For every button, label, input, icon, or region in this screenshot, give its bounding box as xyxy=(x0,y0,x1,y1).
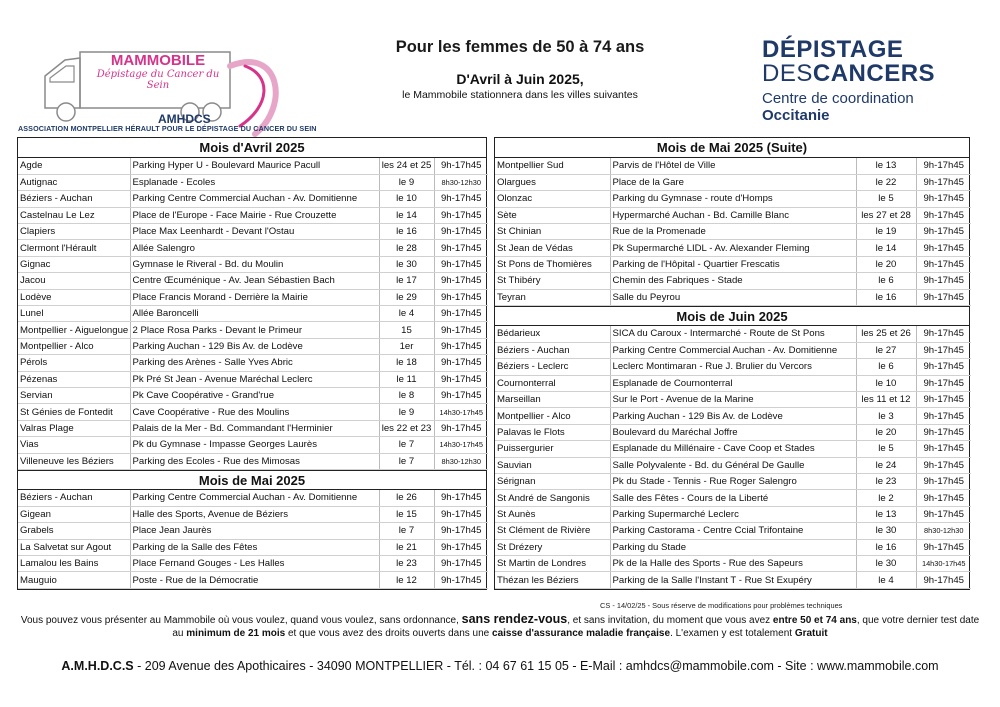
para-bold-1: sans rendez-vous xyxy=(461,612,568,626)
page-subtitle-2: le Mammobile stationnera dans les villes suivantes xyxy=(402,89,638,101)
hours-cell: 9h-17h45 xyxy=(916,158,971,174)
date-cell: le 8 xyxy=(379,387,434,403)
date-cell: le 10 xyxy=(856,375,916,391)
location-cell: Salle des Fêtes - Cours de la Liberté xyxy=(610,490,856,506)
table-row xyxy=(18,158,488,174)
city-cell: Palavas le Flots xyxy=(495,424,610,440)
location-cell: Parking Centre Commercial Auchan - Av. Domitienne xyxy=(130,490,379,506)
city-cell: Béziers - Auchan xyxy=(18,490,130,506)
city-cell: Autignac xyxy=(18,174,130,190)
hours-cell: 9h-17h45 xyxy=(916,392,971,408)
location-cell: Parking Centre Commercial Auchan - Av. Domitienne xyxy=(130,191,379,207)
hours-cell: 14h30-17h45 xyxy=(434,437,488,453)
hours-cell: 9h-17h45 xyxy=(916,424,971,440)
hours-cell: 9h-17h45 xyxy=(916,326,971,342)
hours-cell: 9h-17h45 xyxy=(434,256,488,272)
para-bold-4: caisse d'assurance maladie française xyxy=(492,628,671,639)
location-cell: Centre Œcuménique - Av. Jean Sébastien Bach xyxy=(130,273,379,289)
city-cell: Bédarieux xyxy=(495,326,610,342)
hours-cell: 9h-17h45 xyxy=(434,555,488,571)
hours-cell: 8h30-12h30 xyxy=(434,453,488,469)
hours-cell: 9h-17h45 xyxy=(434,539,488,555)
location-cell: Place de l'Europe - Face Mairie - Rue Crouzette xyxy=(130,207,379,223)
location-cell: Pk du Gymnase - Impasse Georges Laurès xyxy=(130,437,379,453)
city-cell: St Drézery xyxy=(495,539,610,555)
table-row xyxy=(495,207,971,223)
city-cell: Pézenas xyxy=(18,371,130,387)
table-row xyxy=(495,572,971,588)
city-cell: Servian xyxy=(18,387,130,403)
city-cell: Jacou xyxy=(18,273,130,289)
hours-cell: 14h30-17h45 xyxy=(916,555,971,571)
hours-cell: 9h-17h45 xyxy=(916,207,971,223)
date-cell: le 7 xyxy=(379,453,434,469)
hours-cell: 9h-17h45 xyxy=(916,506,971,522)
date-cell: le 13 xyxy=(856,158,916,174)
table-row xyxy=(495,457,971,473)
date-cell: le 19 xyxy=(856,224,916,240)
logo-line-2b: CANCERS xyxy=(812,60,936,87)
date-cell: 15 xyxy=(379,322,434,338)
city-cell: Lunel xyxy=(18,306,130,322)
location-cell: Esplanade - Ecoles xyxy=(130,174,379,190)
table-row xyxy=(495,224,971,240)
hours-cell: 9h-17h45 xyxy=(434,506,488,522)
table-row xyxy=(18,355,488,371)
date-cell: le 23 xyxy=(379,555,434,571)
table-row xyxy=(18,523,488,539)
hours-cell: 9h-17h45 xyxy=(434,207,488,223)
date-cell: le 20 xyxy=(856,424,916,440)
section-title-juin: Mois de Juin 2025 xyxy=(495,306,969,326)
location-cell: Parvis de l'Hôtel de Ville xyxy=(610,158,856,174)
city-cell: La Salvetat sur Agout xyxy=(18,539,130,555)
location-cell: Parking Centre Commercial Auchan - Av. Domitienne xyxy=(610,342,856,358)
city-cell: Cournonterral xyxy=(495,375,610,391)
city-cell: Clapiers xyxy=(18,224,130,240)
table-row xyxy=(18,490,488,506)
table-row xyxy=(18,338,488,354)
date-cell: le 30 xyxy=(856,523,916,539)
location-cell: Palais de la Mer - Bd. Commandant l'Herminier xyxy=(130,420,379,436)
table-row xyxy=(18,506,488,522)
table-row xyxy=(18,322,488,338)
page-title: Pour les femmes de 50 à 74 ans xyxy=(395,38,645,56)
city-cell: Villeneuve les Béziers xyxy=(18,453,130,469)
location-cell: Allée Baroncelli xyxy=(130,306,379,322)
hours-cell: 9h-17h45 xyxy=(434,289,488,305)
date-cell: les 24 et 25 xyxy=(379,158,434,174)
location-cell: Allée Salengro xyxy=(130,240,379,256)
date-cell: le 27 xyxy=(856,342,916,358)
table-row xyxy=(495,392,971,408)
date-cell: le 6 xyxy=(856,273,916,289)
table-row xyxy=(495,523,971,539)
table-row xyxy=(18,191,488,207)
location-cell: Place Jean Jaurès xyxy=(130,523,379,539)
logo-subtitle: Dépistage du Cancer du Sein xyxy=(96,69,220,91)
location-cell: Parking des Ecoles - Rue des Mimosas xyxy=(130,453,379,469)
date-cell: le 18 xyxy=(379,355,434,371)
location-cell: Boulevard du Maréchal Joffre xyxy=(610,424,856,440)
hours-cell: 9h-17h45 xyxy=(434,322,488,338)
location-cell: Chemin des Fabriques - Stade xyxy=(610,273,856,289)
date-cell: le 28 xyxy=(379,240,434,256)
city-cell: Grabels xyxy=(18,523,130,539)
table-row xyxy=(18,420,488,436)
location-cell: Rue de la Promenade xyxy=(610,224,856,240)
hours-cell: 9h-17h45 xyxy=(434,523,488,539)
hours-cell: 9h-17h45 xyxy=(916,174,971,190)
hours-cell: 9h-17h45 xyxy=(916,342,971,358)
city-cell: St Pons de Thomières xyxy=(495,256,610,272)
footer-org: A.M.H.D.C.S xyxy=(61,659,134,673)
header-center xyxy=(350,38,690,101)
table-row xyxy=(495,342,971,358)
city-cell: Clermont l'Hérault xyxy=(18,240,130,256)
date-cell: le 7 xyxy=(379,437,434,453)
location-cell: Place Francis Morand - Derrière la Mairie xyxy=(130,289,379,305)
date-cell: les 11 et 12 xyxy=(856,392,916,408)
table-row xyxy=(18,273,488,289)
table-row xyxy=(495,539,971,555)
table-row xyxy=(18,224,488,240)
date-cell: le 16 xyxy=(856,539,916,555)
table-row xyxy=(495,174,971,190)
schedule-table-left xyxy=(17,137,487,590)
hours-cell: 9h-17h45 xyxy=(434,158,488,174)
hours-cell: 9h-17h45 xyxy=(916,539,971,555)
location-cell: Parking de la Salle l'Instant T - Rue St Exupéry xyxy=(610,572,856,588)
location-cell: Place Max Leenhardt - Devant l'Ostau xyxy=(130,224,379,240)
date-cell: le 11 xyxy=(379,371,434,387)
date-cell: le 10 xyxy=(379,191,434,207)
hours-cell: 9h-17h45 xyxy=(916,474,971,490)
table-row xyxy=(495,490,971,506)
hours-cell: 9h-17h45 xyxy=(434,387,488,403)
date-cell: le 4 xyxy=(856,572,916,588)
date-cell: le 21 xyxy=(379,539,434,555)
date-cell: le 3 xyxy=(856,408,916,424)
table-row xyxy=(18,437,488,453)
logo-line-4: Occitanie xyxy=(762,107,830,124)
para-bold-5: Gratuit xyxy=(794,628,828,639)
hours-cell: 9h-17h45 xyxy=(434,355,488,371)
location-cell: SICA du Caroux - Intermarché - Route de St Pons xyxy=(610,326,856,342)
date-cell: le 5 xyxy=(856,441,916,457)
date-cell: le 24 xyxy=(856,457,916,473)
hours-cell: 9h-17h45 xyxy=(916,490,971,506)
table-row xyxy=(18,572,488,588)
city-cell: Montpellier - Alco xyxy=(495,408,610,424)
hours-cell: 9h-17h45 xyxy=(434,371,488,387)
table-row xyxy=(18,306,488,322)
city-cell: St Thibéry xyxy=(495,273,610,289)
table-row xyxy=(495,506,971,522)
table-row xyxy=(495,326,971,342)
date-cell: le 20 xyxy=(856,256,916,272)
city-cell: Lodève xyxy=(18,289,130,305)
table-row xyxy=(18,256,488,272)
table-row xyxy=(18,404,488,420)
date-cell: les 25 et 26 xyxy=(856,326,916,342)
location-cell: Parking du Gymnase - route d'Homps xyxy=(610,191,856,207)
city-cell: Agde xyxy=(18,158,130,174)
section-title-avril: Mois d'Avril 2025 xyxy=(18,138,486,158)
para-text-5: . L'examen y est totalement xyxy=(670,628,793,639)
table-row xyxy=(495,359,971,375)
table-row xyxy=(495,474,971,490)
location-cell: Cave Coopérative - Rue des Moulins xyxy=(130,404,379,420)
location-cell: Esplanade du Millénaire - Cave Coop et Stades xyxy=(610,441,856,457)
city-cell: Lamalou les Bains xyxy=(18,555,130,571)
hours-cell: 9h-17h45 xyxy=(434,191,488,207)
city-cell: St Martin de Londres xyxy=(495,555,610,571)
city-cell: Olargues xyxy=(495,174,610,190)
location-cell: Parking Supermarché Leclerc xyxy=(610,506,856,522)
location-cell: Poste - Rue de la Démocratie xyxy=(130,572,379,588)
date-cell: les 27 et 28 xyxy=(856,207,916,223)
table-row xyxy=(495,289,971,305)
para-text-2: , et sans invitation, du moment que vous avez xyxy=(567,615,771,626)
table-row xyxy=(495,273,971,289)
logo-line-1: DÉPISTAGE xyxy=(762,36,904,63)
city-cell: St Chinian xyxy=(495,224,610,240)
date-cell: le 14 xyxy=(856,240,916,256)
date-cell: le 4 xyxy=(379,306,434,322)
location-cell: Salle Polyvalente - Bd. du Général De Gaulle xyxy=(610,457,856,473)
para-bold-2: entre 50 et 74 ans xyxy=(772,615,857,626)
hours-cell: 8h30-12h30 xyxy=(916,523,971,539)
date-cell: le 23 xyxy=(856,474,916,490)
hours-cell: 9h-17h45 xyxy=(434,490,488,506)
city-cell: Béziers - Auchan xyxy=(18,191,130,207)
date-cell: le 17 xyxy=(379,273,434,289)
schedule-table-right xyxy=(494,137,970,590)
city-cell: Sète xyxy=(495,207,610,223)
depistage-logo xyxy=(762,38,992,124)
date-cell: le 29 xyxy=(379,289,434,305)
section-title-mai-suite: Mois de Mai 2025 (Suite) xyxy=(495,138,969,158)
date-cell: le 2 xyxy=(856,490,916,506)
para-text-1: Vous pouvez vous présenter au Mammobile où vous voulez, quand vous voulez, sans ordonnance, xyxy=(20,615,459,626)
table-row xyxy=(18,240,488,256)
table-avril xyxy=(18,158,488,470)
city-cell: Castelnau Le Lez xyxy=(18,207,130,223)
location-cell: Sur le Port - Avenue de la Marine xyxy=(610,392,856,408)
date-cell: le 5 xyxy=(856,191,916,207)
hours-cell: 9h-17h45 xyxy=(434,572,488,588)
mammobile-logo xyxy=(40,38,290,133)
city-cell: Béziers - Leclerc xyxy=(495,359,610,375)
hours-cell: 9h-17h45 xyxy=(916,289,971,305)
table-row xyxy=(495,441,971,457)
table-row xyxy=(18,453,488,469)
hours-cell: 9h-17h45 xyxy=(434,273,488,289)
logo-acronym: AMHDCS xyxy=(158,112,211,126)
table-row xyxy=(495,158,971,174)
table-row xyxy=(18,289,488,305)
location-cell: Place Fernand Gouges - Les Halles xyxy=(130,555,379,571)
city-cell: Montpellier - Aiguelongue xyxy=(18,322,130,338)
hours-cell: 8h30-12h30 xyxy=(434,174,488,190)
city-cell: Béziers - Auchan xyxy=(495,342,610,358)
location-cell: Parking Castorama - Centre Ccial Trifontaine xyxy=(610,523,856,539)
table-row xyxy=(18,539,488,555)
city-cell: Valras Plage xyxy=(18,420,130,436)
city-cell: Sauvian xyxy=(495,457,610,473)
table-row xyxy=(18,387,488,403)
city-cell: Pérols xyxy=(18,355,130,371)
date-cell: les 22 et 23 xyxy=(379,420,434,436)
location-cell: Esplanade de Cournonterral xyxy=(610,375,856,391)
location-cell: Parking de l'Hôpital - Quartier Frescatis xyxy=(610,256,856,272)
hours-cell: 9h-17h45 xyxy=(916,408,971,424)
table-row xyxy=(495,555,971,571)
location-cell: Parking Auchan - 129 Bis Av. de Lodève xyxy=(130,338,379,354)
hours-cell: 9h-17h45 xyxy=(434,240,488,256)
location-cell: Parking Hyper U - Boulevard Maurice Pacull xyxy=(130,158,379,174)
para-text-3: , que votre dernier test date au xyxy=(172,615,980,639)
location-cell: Place de la Gare xyxy=(610,174,856,190)
date-cell: le 16 xyxy=(379,224,434,240)
location-cell: Parking des Arènes - Salle Yves Abric xyxy=(130,355,379,371)
location-cell: Hypermarché Auchan - Bd. Camille Blanc xyxy=(610,207,856,223)
table-row xyxy=(18,555,488,571)
hours-cell: 9h-17h45 xyxy=(434,306,488,322)
location-cell: Pk Pré St Jean - Avenue Maréchal Leclerc xyxy=(130,371,379,387)
section-title-mai: Mois de Mai 2025 xyxy=(18,470,486,490)
para-bold-3: minimum de 21 mois xyxy=(186,628,286,639)
date-cell: le 13 xyxy=(856,506,916,522)
location-cell: Pk du Stade - Tennis - Rue Roger Salengro xyxy=(610,474,856,490)
footer-details: - 209 Avenue des Apothicaires - 34090 MONTPELLIER - Tél. : 04 67 61 15 05 - E-Mail : amhdcs@mammobile.com - Site : www.mammobile.com xyxy=(133,659,939,673)
hours-cell: 9h-17h45 xyxy=(916,273,971,289)
hours-cell: 9h-17h45 xyxy=(434,420,488,436)
location-cell: Salle du Peyrou xyxy=(610,289,856,305)
city-cell: Gigean xyxy=(18,506,130,522)
city-cell: St André de Sangonis xyxy=(495,490,610,506)
table-row xyxy=(495,408,971,424)
date-cell: le 14 xyxy=(379,207,434,223)
footer-contact xyxy=(20,659,980,673)
info-paragraph xyxy=(20,613,980,640)
city-cell: St Jean de Védas xyxy=(495,240,610,256)
city-cell: St Aunès xyxy=(495,506,610,522)
table-mai-suite xyxy=(495,158,971,306)
table-row xyxy=(18,207,488,223)
city-cell: St Clément de Rivière xyxy=(495,523,610,539)
hours-cell: 9h-17h45 xyxy=(916,572,971,588)
table-row xyxy=(18,371,488,387)
table-row xyxy=(495,240,971,256)
location-cell: Pk Cave Coopérative - Grand'rue xyxy=(130,387,379,403)
date-cell: le 30 xyxy=(379,256,434,272)
hours-cell: 9h-17h45 xyxy=(916,240,971,256)
hours-cell: 9h-17h45 xyxy=(916,224,971,240)
table-row xyxy=(495,256,971,272)
city-cell: St Génies de Fontedit xyxy=(18,404,130,420)
logo-title: MAMMOBILE xyxy=(110,52,206,69)
location-cell: Parking de la Salle des Fêtes xyxy=(130,539,379,555)
date-cell: le 30 xyxy=(856,555,916,571)
date-cell: le 15 xyxy=(379,506,434,522)
city-cell: Montpellier - Alco xyxy=(18,338,130,354)
city-cell: Puissergurier xyxy=(495,441,610,457)
location-cell: Parking Auchan - 129 Bis Av. de Lodève xyxy=(610,408,856,424)
date-cell: le 16 xyxy=(856,289,916,305)
hours-cell: 9h-17h45 xyxy=(916,359,971,375)
date-cell: le 6 xyxy=(856,359,916,375)
date-cell: le 9 xyxy=(379,404,434,420)
hours-cell: 9h-17h45 xyxy=(916,457,971,473)
city-cell: Sérignan xyxy=(495,474,610,490)
association-name: ASSOCIATION MONTPELLIER HÉRAULT POUR LE DÉPISTAGE DU CANCER DU SEIN xyxy=(18,124,317,133)
city-cell: Montpellier Sud xyxy=(495,158,610,174)
city-cell: Teyran xyxy=(495,289,610,305)
hours-cell: 9h-17h45 xyxy=(916,441,971,457)
table-row xyxy=(18,174,488,190)
date-cell: le 22 xyxy=(856,174,916,190)
date-cell: le 12 xyxy=(379,572,434,588)
location-cell: 2 Place Rosa Parks - Devant le Primeur xyxy=(130,322,379,338)
hours-cell: 9h-17h45 xyxy=(434,224,488,240)
logo-line-3: Centre de coordination xyxy=(762,90,914,107)
date-cell: le 26 xyxy=(379,490,434,506)
table-mai xyxy=(18,490,488,589)
hours-cell: 9h-17h45 xyxy=(434,338,488,354)
location-cell: Parking du Stade xyxy=(610,539,856,555)
para-text-4: et que vous avez des droits ouverts dans une xyxy=(287,628,490,639)
hours-cell: 14h30-17h45 xyxy=(434,404,488,420)
table-row xyxy=(495,191,971,207)
table-juin xyxy=(495,326,971,589)
city-cell: Marseillan xyxy=(495,392,610,408)
hours-cell: 9h-17h45 xyxy=(916,191,971,207)
city-cell: Olonzac xyxy=(495,191,610,207)
location-cell: Gymnase le Riveral - Bd. du Moulin xyxy=(130,256,379,272)
table-row xyxy=(495,375,971,391)
date-cell: le 7 xyxy=(379,523,434,539)
logo-line-2a: DES xyxy=(762,60,813,87)
table-row xyxy=(495,424,971,440)
date-cell: 1er xyxy=(379,338,434,354)
location-cell: Halle des Sports, Avenue de Béziers xyxy=(130,506,379,522)
hours-cell: 9h-17h45 xyxy=(916,256,971,272)
city-cell: Gignac xyxy=(18,256,130,272)
city-cell: Thézan les Béziers xyxy=(495,572,610,588)
location-cell: Pk de la Halle des Sports - Rue des Sapeurs xyxy=(610,555,856,571)
date-cell: le 9 xyxy=(379,174,434,190)
city-cell: Mauguio xyxy=(18,572,130,588)
revision-note: CS - 14/02/25 - Sous réserve de modifications pour problèmes techniques xyxy=(600,601,843,610)
location-cell: Leclerc Montimaran - Rue J. Brulier du Vercors xyxy=(610,359,856,375)
location-cell: Pk Supermarché LIDL - Av. Alexander Fleming xyxy=(610,240,856,256)
page-subtitle: D'Avril à Juin 2025, xyxy=(456,71,584,87)
hours-cell: 9h-17h45 xyxy=(916,375,971,391)
city-cell: Vias xyxy=(18,437,130,453)
